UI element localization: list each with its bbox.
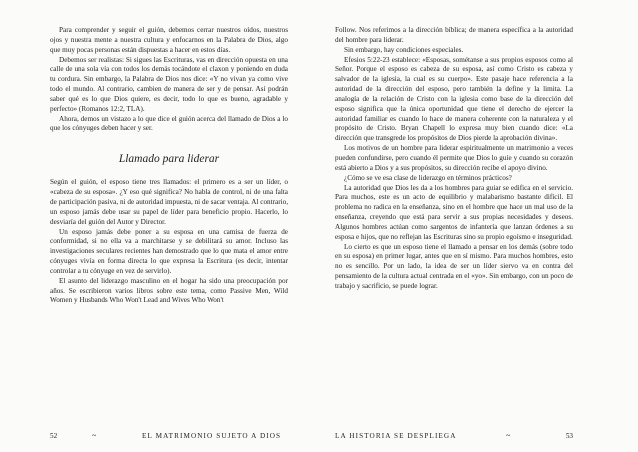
right-page xyxy=(335,26,573,292)
right-paragraph-1: Follow. Nos referimos a la dirección bíblica; de manera específica a la autoridad del hombre para liderar. xyxy=(335,26,573,44)
right-paragraph-7: Lo cierto es que un esposo tiene el llamado a pensar en los demás (sobre todo en su esposa) en primer lugar, antes que en sí mismo. Para muchos hombres, esto no es sencillo. Por un lado, la idea de ser un líder siervo va en contra del pensamiento de la cultura actual centrada en el «yo». Sin embargo, con un poco de trabajo y sacrificio, se puede lograr. xyxy=(335,242,573,290)
left-paragraph-3: Ahora, demos un vistazo a lo que dice el guión acerca del llamado de Dios a lo que los cónyuges deben hacer y ser. xyxy=(50,114,288,133)
left-paragraph-1: Para comprender y seguir el guión, debemos cerrar nuestros oídos, nuestros ojos y nuestra mente a nuestra cultura y enfocarnos en la Palabra de Dios, algo que muy pocas personas están dispuestas a hacer en estos días. xyxy=(50,26,288,54)
left-paragraph-5: Un esposo jamás debe poner a su esposa en una camisa de fuerza de conformidad, si no ella va a marchitarse y se debilitará su amor. Incluso las investigaciones seculares recientes han demostrado que lo que mata el amor entre cónyuges vivía en forma directa lo que expresa la Escritura (es decir, intentar controlar a tu cónyuge en vez de servirlo). xyxy=(50,227,288,275)
ornament-left-icon: ~ xyxy=(92,431,97,440)
ornament-right-icon: ~ xyxy=(506,431,511,440)
right-paragraph-4: Los motivos de un hombre para liderar espiritualmente un matrimonio a veces pueden confundirse, pero cuando él permite que Dios lo guíe y cuando su corazón está abierto a Dios y a sus propósitos, su dirección recibe el apoyo divino. xyxy=(335,144,573,172)
left-paragraph-4: Según el guión, el esposo tiene tres llamados: el primero es a ser un líder, o «cabeza de su esposa». ¿Y eso qué significa? No habla de control, ni de una falta de participación pasiva, ni de autoridad impuesta, ni de sacar ventaja. Al contrario, un esposo jamás debe usar su papel de líder para beneficio propio. Hacerlo, lo desviaría del guión del Autor y Director. xyxy=(50,178,288,226)
page-number-right: 53 xyxy=(565,432,573,440)
page-number-left: 52 xyxy=(50,432,58,440)
right-paragraph-2: Sin embargo, hay condiciones especiales. xyxy=(344,45,464,54)
running-title-right: LA HISTORIA SE DESPLIEGA xyxy=(335,432,457,440)
left-paragraph-2: Debemos ser realistas: Si sigues las Escrituras, vas en dirección opuesta en una calle de una sola vía con todos los demás tocándote el claxon y poniendo en duda tu cordura. Sin embargo, la Palabra de Dios nos dice: «Y no vivan ya como vive todo el mundo. Al contrario, cambien de manera de ser y de pensar. Así podrán saber qué es lo que Dios quiere, es decir, todo lo que es bueno, agradable y perfecto» (Romanos 12:2, TLA). xyxy=(50,55,288,113)
left-page xyxy=(50,26,288,306)
running-title-left: EL MATRIMONIO SUJETO A DIOS xyxy=(142,432,282,440)
right-paragraph-3: Efesios 5:22-23 establece: «Esposas, sométanse a sus propios esposos como al Señor. Porque el esposo es cabeza de su esposa, así como Cristo es cabeza y salvador de la iglesia, la cual es su cuerpo». Este pasaje hace referencia a la autoridad de la dirección del esposo, pero también la define y la limita. La analogía de la relación de Cristo con la iglesia como base de la dirección del esposo significa que la única oportunidad que tiene el derecho de ejercer la autoridad familiar es cuando lo hace de manera coherente con la naturaleza y el propósito de Cristo. Bryan Chapell lo expresa muy bien cuando dice: «La dirección que transgrede los propósitos de Dios pierde la aprobación divina». xyxy=(335,55,573,143)
right-paragraph-6: La autoridad que Dios les da a los hombres para guiar se edifica en el servicio. Para muchos, este es un acto de equilibrio y malabarismo bastante difícil. El problema no radica en la enseñanza, sino en el hombre que hace un mal uso de la enseñanza, creyendo que está para servir a sus propias necesidades y deseos. Algunos hombres actúan como sargentos de infantería que lanzan órdenes a su esposa e hijos, que no reflejan las Escrituras sino su propio egoísmo e inseguridad. xyxy=(335,183,573,241)
right-paragraph-5: ¿Cómo se ve esa clase de liderazgo en términos prácticos? xyxy=(344,173,512,182)
section-heading: Llamado para liderar xyxy=(118,153,220,166)
left-paragraph-6: El asunto del liderazgo masculino en el hogar ha sido una preocupación por años. Se escribieron varios libros sobre este tema, como Passive Men, Wild Women y Husbands Who Won't Lead and Wives Who Won't xyxy=(50,276,288,305)
